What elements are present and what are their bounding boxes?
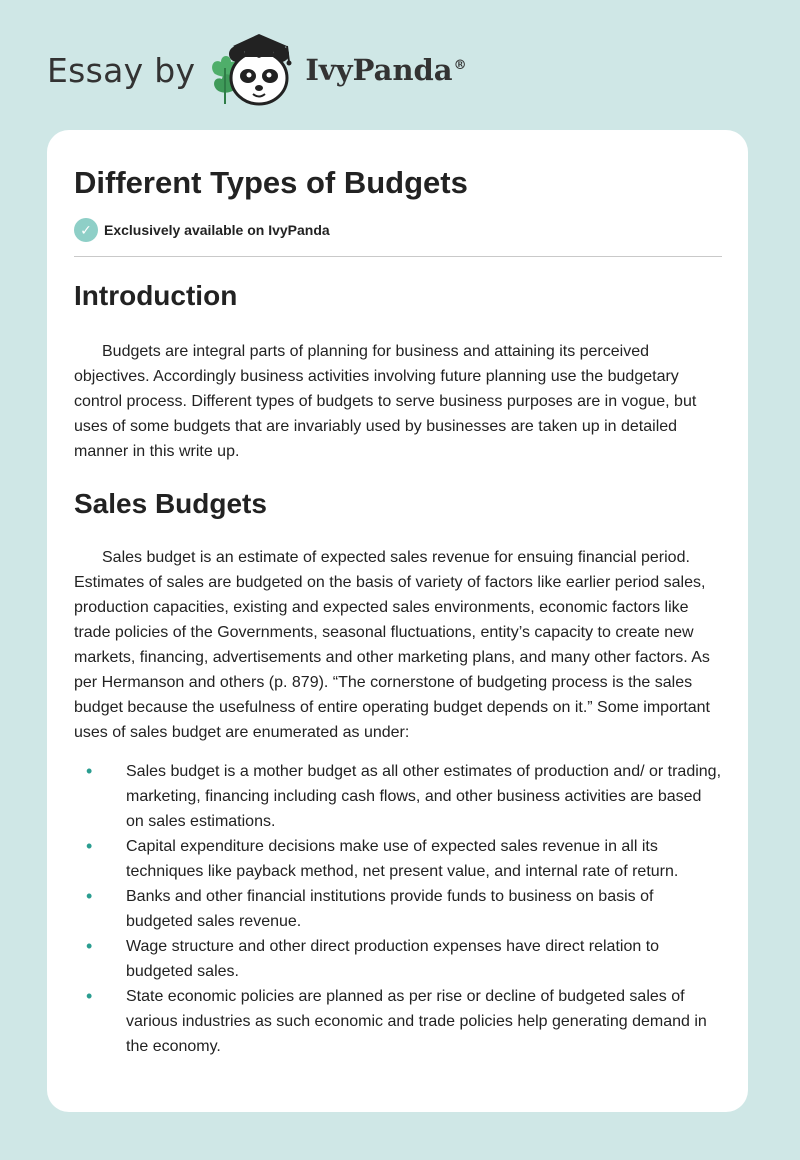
list-item-text: Sales budget is a mother budget as all other estimates of production and/ or trading, marketing, financing including cash flows, and other business activities are based on sales estimations. — [126, 763, 722, 831]
bullet-icon: • — [86, 936, 93, 957]
panda-logo-icon — [207, 28, 299, 113]
list-item — [74, 934, 722, 984]
bullet-icon: • — [86, 836, 93, 857]
article-card — [47, 130, 748, 1112]
exclusive-badge-label: Exclusively available on IvyPanda — [104, 222, 330, 239]
check-icon: ✓ — [74, 218, 98, 242]
list-item — [74, 759, 722, 834]
bullet-icon: • — [86, 986, 93, 1007]
sales-budget-uses-list — [74, 759, 722, 1059]
bullet-icon: • — [86, 761, 93, 782]
brand-name: IvyPanda® — [305, 53, 467, 87]
introduction-paragraph: Budgets are integral parts of planning for business and attaining its perceived objectives. Accordingly business activities involving future planning use the budgetary control process. Different types of budgets to serve business purposes are in vogue, but uses of some budgets that are invariably used by businesses are taken up in detailed manner in this write up. — [74, 342, 697, 460]
list-item — [74, 834, 722, 884]
list-item-text: Banks and other financial institutions provide funds to business on basis of budgeted sales revenue. — [126, 888, 654, 931]
section-heading-sales-budgets: Sales Budgets — [74, 487, 267, 519]
list-item-text: Capital expenditure decisions make use of expected sales revenue in all its techniques like payback method, net present value, and internal rate of return. — [126, 838, 679, 881]
list-item-text: Wage structure and other direct production expenses have direct relation to budgeted sales. — [126, 938, 660, 981]
section-heading-introduction: Introduction — [74, 280, 238, 312]
sales-budgets-paragraph: Sales budget is an estimate of expected sales revenue for ensuing financial period. Estimates of sales are budgeted on the basis of variety of factors like earlier period sales, production capacities, existing and expected sales environments, economic factors like trade policies of the Governments, seasonal fluctuations, entity’s capacity to create new markets, financing, advertisements and other marketing plans, and many other factors. As per Hermanson and others (p. 879). “The cornerstone of budgeting process is the sales budget because the usefulness of entire operating budget depends on it.” Some important uses of sales budget are enumerated as under: — [74, 549, 710, 742]
list-item-text: State economic policies are planned as per rise or decline of budgeted sales of various industries as such economic and trade policies help generating demand in the economy. — [126, 988, 707, 1056]
divider — [74, 256, 722, 257]
exclusive-badge — [74, 218, 722, 242]
list-item — [74, 884, 722, 934]
list-item — [74, 984, 722, 1059]
page-title: Different Types of Budgets — [74, 165, 468, 200]
registered-mark: ® — [453, 58, 467, 74]
essay-by-label: Essay by — [47, 50, 196, 90]
brand-header — [47, 30, 467, 110]
bullet-icon: • — [86, 886, 93, 907]
